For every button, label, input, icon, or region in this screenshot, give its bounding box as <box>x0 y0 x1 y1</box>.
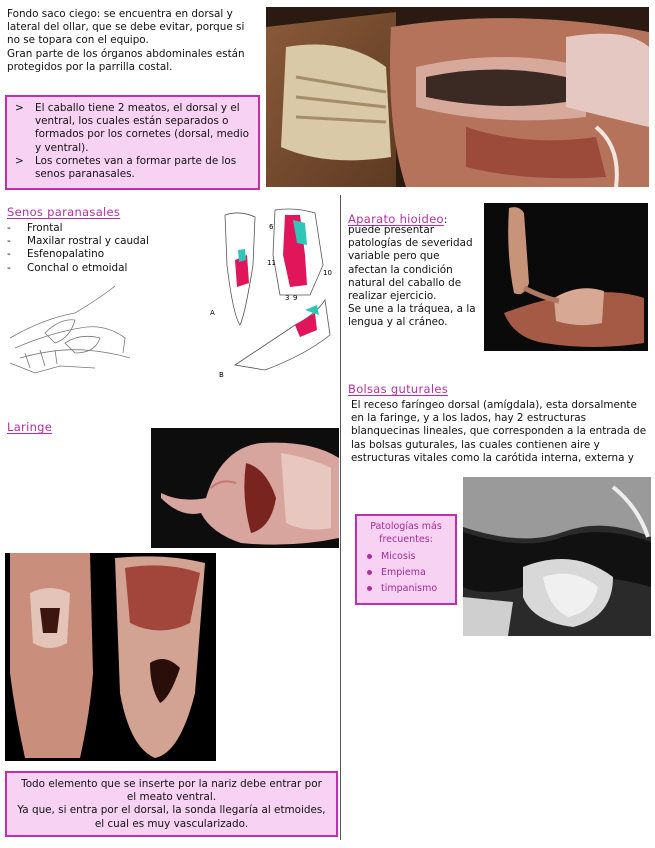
list-item <box>15 102 252 155</box>
hioideo-line: realizar ejercicio. <box>348 290 437 303</box>
larynx-dorsal-illustration <box>5 553 216 761</box>
patologias-title <box>363 520 449 546</box>
senos-item: Conchal o etmoidal <box>27 261 128 274</box>
warning-line: el meato ventral. <box>126 791 217 804</box>
bolsas-line: estructuras vitales como la carótida interna, externa y <box>351 451 634 464</box>
diagram-label: B <box>219 371 224 379</box>
intro-line: Fondo saco ciego: se encuentra en dorsal y <box>7 8 233 20</box>
dash-bullet: - <box>7 235 11 248</box>
patologia-item: Empiema <box>381 567 426 578</box>
senos-item: Frontal <box>27 222 63 234</box>
intro-text <box>7 8 262 74</box>
horse-skull-sinus-illustration <box>205 205 340 380</box>
senos-list <box>7 222 207 275</box>
larynx-dorsal-photos <box>5 553 216 761</box>
list-item <box>363 582 449 595</box>
arrow-bullet-icon: > <box>15 154 24 167</box>
sonda-warning-box <box>5 771 338 837</box>
list-item <box>363 566 449 579</box>
intro-line: protegidos por la parrilla costal. <box>7 60 173 73</box>
hioideo-line: lengua y al cráneo. <box>348 316 448 329</box>
list-item <box>7 262 207 275</box>
diagram-label: 3 <box>285 294 290 302</box>
meatos-list <box>15 102 252 181</box>
diagram-label: 6 <box>269 223 274 231</box>
diagram-label: 10 <box>323 269 332 277</box>
larynx-lateral-illustration <box>151 428 339 548</box>
bolsas-line: las bolsas guturales, las cuales contienen aire y <box>351 438 600 451</box>
bolsas-line: en la faringe, y a los lados, hay 2 estructuras <box>351 412 586 425</box>
warning-line: Todo elemento que se inserte por la nariz debe entrar por <box>21 778 322 790</box>
meatos-item-text: Los cornetes van a formar parte de los senos paranasales. <box>35 154 237 181</box>
hioideo-line: Se une a la tráquea, a la <box>348 303 476 316</box>
hioideo-line: natural del caballo de <box>348 276 462 289</box>
hioideo-line: afectan la condición <box>348 263 453 276</box>
hioideo-line: variable pero que <box>348 250 440 263</box>
senos-heading: Senos paranasales <box>7 205 121 219</box>
head-sagittal-section-photo <box>266 7 649 187</box>
senos-item: Maxilar rostral y caudal <box>27 235 149 248</box>
list-item <box>7 235 207 248</box>
hyoid-illustration <box>484 203 648 351</box>
diagram-label: A <box>210 309 215 317</box>
guttural-pouch-xray <box>463 477 651 636</box>
bolsas-line: El receso faríngeo dorsal (amígdala), esta dorsalmente <box>351 399 637 411</box>
hioideo-heading: Aparato hioideo <box>348 212 444 226</box>
patologias-title-line: frecuentes: <box>379 534 433 545</box>
dash-bullet: - <box>7 222 11 234</box>
intro-line: lateral del ollar, que se debe evitar, porque si <box>7 21 245 34</box>
sinus-colored-diagram <box>205 205 340 380</box>
bolsas-heading: Bolsas guturales <box>348 382 449 396</box>
senos-item: Esfenopalatino <box>27 248 105 261</box>
patologias-list <box>363 550 449 595</box>
patologias-title-line: Patologías más <box>370 521 442 532</box>
bolsas-line: blanquecinas lineales, que corresponden a la entrada de <box>351 425 647 438</box>
column-divider <box>340 195 341 840</box>
dash-bullet: - <box>7 261 11 274</box>
meatos-item-text: El caballo tiene 2 meatos, el dorsal y el ventral, los cuales están separados o formados por los cornetes (dorsal, medio y ventral). <box>35 102 249 154</box>
larynx-lateral-photo <box>151 428 339 548</box>
dot-bullet-icon <box>367 586 372 591</box>
patologias-box <box>355 514 457 605</box>
hioideo-line: puede presentar <box>348 224 435 236</box>
head-section-illustration <box>266 7 649 187</box>
bolsas-text <box>351 399 651 465</box>
hioideo-text <box>348 224 480 330</box>
list-item <box>7 248 207 261</box>
xray-illustration <box>463 477 651 636</box>
laringe-heading: Laringe <box>7 420 53 434</box>
arrow-bullet-icon: > <box>15 102 24 114</box>
patologia-item: Micosis <box>381 551 416 562</box>
diagram-label: 11 <box>267 259 276 267</box>
diagram-label: 9 <box>293 294 298 302</box>
hioideo-colon: : <box>443 214 448 226</box>
skull-outline-illustration <box>5 278 140 383</box>
intro-line: Gran parte de los órganos abdominales están <box>7 47 245 60</box>
intro-line: no se topara con el equipo. <box>7 34 149 47</box>
hyoid-apparatus-photo <box>484 203 648 351</box>
list-item <box>363 550 449 563</box>
dash-bullet: - <box>7 248 11 261</box>
list-item <box>15 155 252 181</box>
warning-line: Ya que, si entra por el dorsal, la sonda llegaría al etmoides, <box>17 804 326 817</box>
sinus-line-diagram <box>5 278 140 383</box>
hioideo-line: patologías de severidad <box>348 237 473 250</box>
dot-bullet-icon <box>367 554 372 559</box>
meatos-info-box <box>5 95 260 190</box>
list-item <box>7 222 207 235</box>
patologia-item: timpanismo <box>381 583 438 594</box>
warning-line: el cual es muy vascularizado. <box>94 817 249 830</box>
dot-bullet-icon <box>367 570 372 575</box>
